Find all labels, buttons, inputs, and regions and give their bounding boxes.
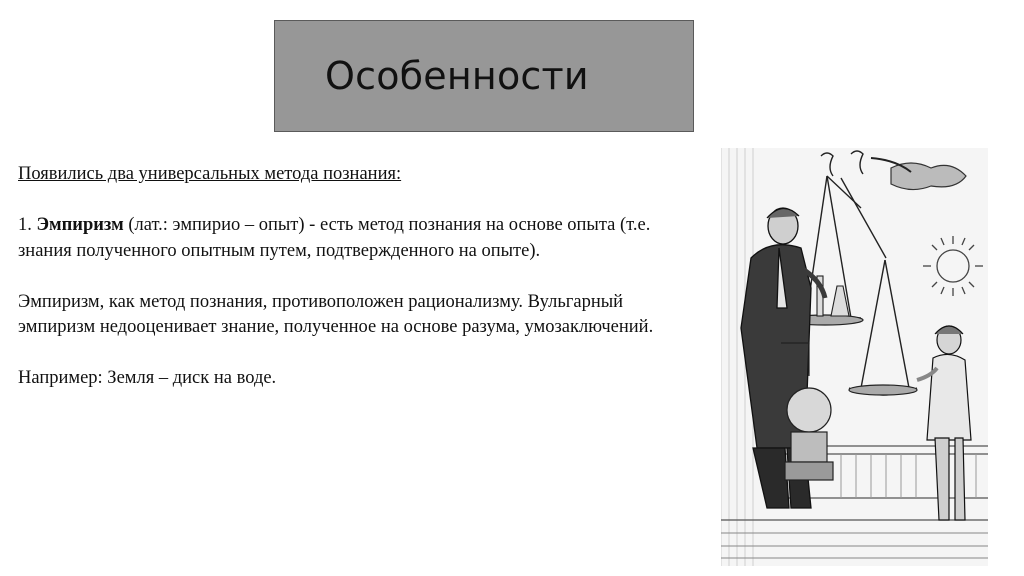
page-title: Особенности [325,54,589,98]
example: Например: Земля – диск на воде. [18,368,277,388]
title-box [274,20,694,132]
paragraph-rationalism: Эмпиризм, как метод познания, противоположен рационализму. Вульгарный эмпиризм недооценивает знание, полученное на основе разума, умозаключений. [18,291,654,337]
item-empiricism [18,213,678,264]
engraving-scales-scientist-child-icon [721,148,988,566]
body-text [18,162,678,392]
definition-empiricism: (лат.: эмпирио – опыт) - есть метод познания на основе опыта (т.е. знания полученного опытным путем, подтвержденного на опыте). [18,215,651,261]
heading: Появились два универсальных метода познания: [18,164,402,184]
term-empiricism: Эмпиризм [36,215,124,235]
item-number: 1. [18,215,32,235]
